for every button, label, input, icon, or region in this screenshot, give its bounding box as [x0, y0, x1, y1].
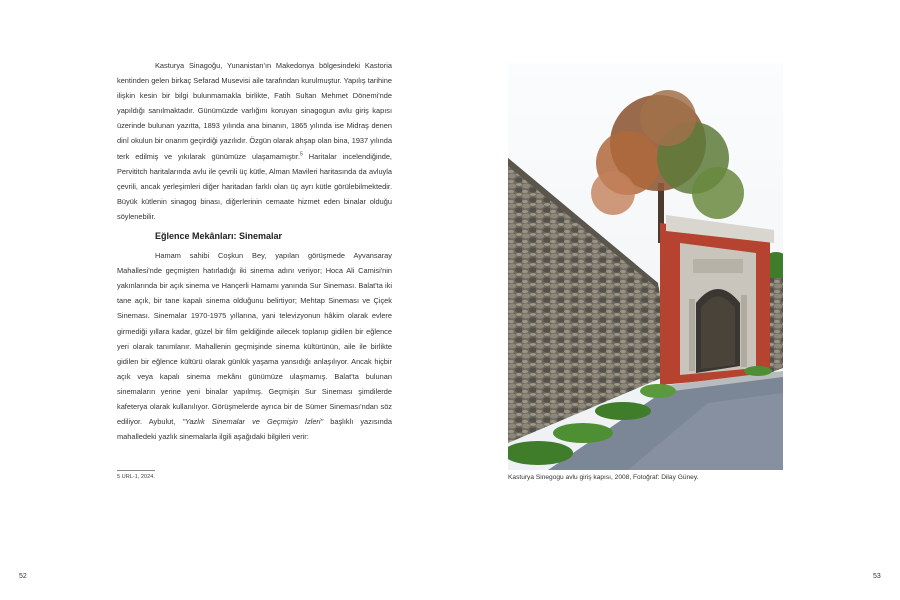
gate	[660, 215, 774, 385]
paragraph-text: Kasturya Sinagoğu, Yunanistan'ın Makedonya bölgesindeki Kastoria kentinden gelen birkaç Sefarad Musevisi aile tarafından kurulmuştur. Yapılış tarihine ilişkin kesin bir bilgi bulunmamakla birlikte, Fatih Sultan Mehmet Dönemi'nde yapıldığı sanılmaktadır. Günümüzde varlığını koruyan sinagogun avlu giriş kapısı üzerinde bulunan yazıtta, 1893 yılında ana binanın, 1865 yılında ise Midraş denen dinî okulun bir onarım geçirdiği yazılıdır. Özgün olarak ahşap olan bina, 1937 yılında terk edilmiş ve yıkılarak günümüze ulaşamamıştır.	[117, 61, 392, 161]
footnote: 5 URL-1, 2024.	[117, 474, 155, 480]
photo-caption: Kasturya Sinegogu avlu giriş kapısı, 2008, Fotoğraf: Dilay Güney.	[508, 474, 699, 481]
paragraph-kasturya	[117, 58, 392, 224]
page-number-left: 52	[19, 573, 27, 580]
italic-title: "Yazlık Sinemalar ve Geçmişin İzleri"	[182, 417, 324, 427]
synagogue-gate-photo	[508, 63, 783, 470]
page-number-right: 53	[873, 573, 881, 580]
paragraph-text: Hamam sahibi Coşkun Bey, yapılan görüşmede Ayvansaray Mahallesi'nde geçmişten hatırladığı iki sinema adını veriyor; Hoca Ali Camisi'nin yakınlarında bir açık sinema ve Hançerli Hamamı yanında Sur Sineması. Balat'ta iki tane açık, bir tane kapalı sinema olduğunu belirtiyor; Mehtap Sineması ve Çiçek Sineması. Sinemalar 1970-1975 yıllarına, yani televizyonun hâkim olarak evlere girmediği yıllara kadar, güzel bir film geldiğinde ailecek toplanıp gidilen bir eğlence yeri olarak tanımlanır. Mahallenin geçmişinde sinema kültürünün, aile ile birlikte gidilen bir eğlence kültürü olarak günlük yaşama yansıdığı anlaşılıyor. Ancak hiçbir açık veya kapalı sinema mekânı günümüze ulaşmamış. Balat'ta bulunan sinemaların yerine yeni binalar yapılmış. Geçmişin Sur Sineması şimdilerde kafeterya olarak kullanılıyor. Görüşmelerde ayrıca bir de Sümer Sineması'ndan söz ediliyor. Aybulut,	[117, 251, 392, 427]
paragraph-text: başlıklı yazısında mahalledeki yazlık sinemalarla ilgili aşağıdaki bilgileri verir:	[117, 417, 392, 442]
footnote-divider	[117, 470, 155, 471]
paragraph-text: Haritalar incelendiğinde, Pervititch haritalarında avlu ile çevrili üç kütle, Alman Mavileri haritasında da avluyla çevrili, ancak yerleşimleri diğer haritadan farklı olan üç ayrı kütle görülebilmektedir. Büyük kütlenin sinagog binası, diğerlerinin cemaate hizmet eden binalar olduğu söylenebilir.	[117, 151, 392, 221]
paragraph-sinemalar	[117, 248, 392, 444]
section-heading: Eğlence Mekânları: Sinemalar	[155, 231, 283, 242]
photo-illustration	[508, 63, 783, 470]
footnote-ref: 5	[300, 151, 303, 158]
left-page-body	[117, 58, 392, 444]
